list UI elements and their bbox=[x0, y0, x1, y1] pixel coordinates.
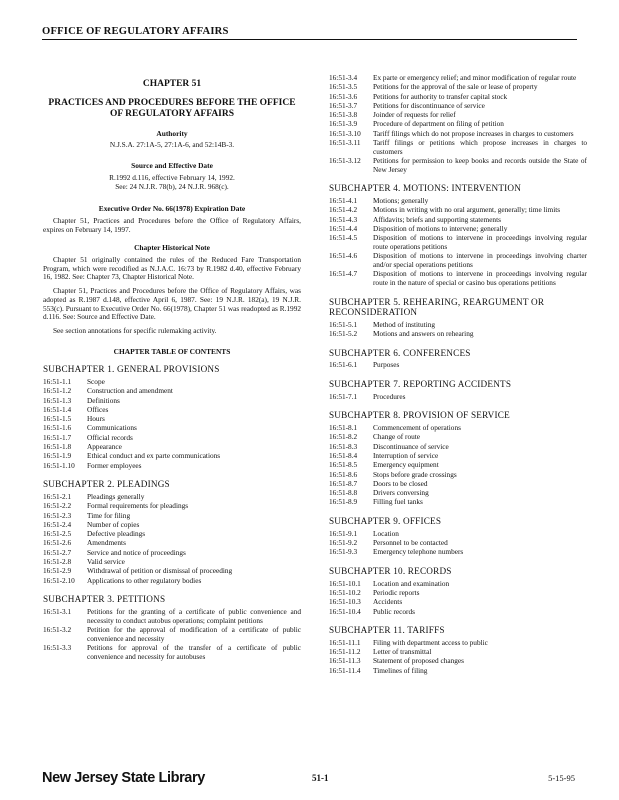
toc-entry bbox=[43, 424, 301, 433]
section-title: Service and notice of proceedings bbox=[87, 547, 186, 557]
section-title: Discontinuance of service bbox=[373, 441, 449, 451]
section-title: Personnel to be contacted bbox=[373, 538, 448, 548]
toc-entry bbox=[329, 471, 587, 480]
section-number: 16:51-2.3 bbox=[43, 510, 72, 520]
toc-entry bbox=[43, 406, 301, 415]
subchapter-title: SUBCHAPTER 10. RECORDS bbox=[329, 566, 452, 577]
section-number: 16:51-2.10 bbox=[43, 575, 75, 585]
subchapter-title: SUBCHAPTER 5. REHEARING, REARGUMENT OR RECONSIDERATION bbox=[329, 296, 545, 318]
section-title: Change of route bbox=[373, 432, 421, 442]
toc-entry bbox=[329, 120, 587, 129]
toc-entry bbox=[329, 489, 587, 498]
section-number: 16:51-6.1 bbox=[329, 360, 358, 370]
section-number: 16:51-1.3 bbox=[43, 395, 72, 405]
section-title: Disposition of motions to intervene in proceedings involving regular route operations petitions bbox=[373, 233, 587, 251]
toc-entry bbox=[329, 589, 587, 598]
page-number: 51-1 bbox=[312, 773, 329, 783]
right-column bbox=[329, 74, 587, 676]
section-title: Petitions for approval of the transfer of a certificate of public convenience and necessity for autobuses bbox=[87, 642, 301, 661]
section-number: 16:51-3.7 bbox=[329, 100, 358, 110]
section-number: 16:51-4.7 bbox=[329, 269, 358, 279]
section-number: 16:51-2.1 bbox=[43, 491, 72, 501]
section-title: Amendments bbox=[87, 538, 126, 548]
section-title: Tariff filings which do not propose increases in charges to customers bbox=[373, 128, 574, 138]
section-number: 16:51-1.6 bbox=[43, 423, 72, 433]
section-number: 16:51-8.4 bbox=[329, 450, 358, 460]
section-number: 16:51-8.1 bbox=[329, 423, 358, 433]
section-number: 16:51-1.8 bbox=[43, 442, 72, 452]
section-number: 16:51-5.1 bbox=[329, 319, 358, 329]
section-number: 16:51-8.5 bbox=[329, 460, 358, 470]
historical-note-p2: Chapter 51, Practices and Procedures before the Office of Regulatory Affairs, was adopted as R.1987 d.148, effective April 6, 1987. See: 19 N.J.R. 182(a), 19 N.J.R. 553(c). Pursuant to Executive Order No. 66(1978), Chapter 51 was readopted as R.1992 d.116. See: Source and Effective Date. bbox=[43, 286, 301, 322]
section-title: Disposition of motions to intervene; generally bbox=[373, 223, 508, 233]
section-title: Motions; generally bbox=[373, 196, 429, 206]
toc-entry bbox=[43, 539, 301, 548]
toc-entry bbox=[329, 433, 587, 442]
section-title: Scope bbox=[87, 376, 105, 386]
section-title: Commencement of operations bbox=[373, 423, 461, 433]
section-number: 16:51-10.4 bbox=[329, 606, 361, 616]
section-number: 16:51-7.1 bbox=[329, 391, 358, 401]
section-title: Doors to be closed bbox=[373, 478, 428, 488]
toc-entry bbox=[43, 577, 301, 586]
section-number: 16:51-10.1 bbox=[329, 578, 361, 588]
toc-entry bbox=[329, 452, 587, 461]
section-title: Location bbox=[373, 528, 399, 538]
toc-entry bbox=[43, 530, 301, 539]
toc-entry bbox=[43, 452, 301, 461]
section-number: 16:51-1.10 bbox=[43, 460, 75, 470]
toc-entry bbox=[329, 270, 587, 287]
toc-entry bbox=[329, 580, 587, 589]
toc-entry bbox=[43, 397, 301, 406]
section-number: 16:51-4.6 bbox=[329, 251, 358, 261]
section-title: Procedures bbox=[373, 391, 406, 401]
section-title: Applications to other regulatory bodies bbox=[87, 575, 202, 585]
toc-entry bbox=[43, 434, 301, 443]
section-number: 16:51-8.2 bbox=[329, 432, 358, 442]
section-number: 16:51-8.8 bbox=[329, 488, 358, 498]
subchapter-title: SUBCHAPTER 6. CONFERENCES bbox=[329, 347, 471, 358]
toc-entry bbox=[329, 361, 587, 370]
section-number: 16:51-10.2 bbox=[329, 587, 361, 597]
section-title: Joinder of requests for relief bbox=[373, 110, 456, 120]
toc-entry bbox=[43, 387, 301, 396]
section-number: 16:51-1.9 bbox=[43, 451, 72, 461]
section-title: Drivers conversing bbox=[373, 488, 429, 498]
section-number: 16:51-2.8 bbox=[43, 557, 72, 566]
toc-entry bbox=[329, 498, 587, 507]
subchapter-title: SUBCHAPTER 2. PLEADINGS bbox=[43, 479, 170, 490]
toc-entry bbox=[43, 502, 301, 511]
section-number: 16:51-8.9 bbox=[329, 497, 358, 507]
section-number: 16:51-2.6 bbox=[43, 538, 72, 548]
section-title: Petitions for discontinuance of service bbox=[373, 100, 485, 110]
section-title: Definitions bbox=[87, 395, 120, 405]
section-number: 16:51-3.8 bbox=[329, 110, 358, 120]
section-title: Number of copies bbox=[87, 519, 140, 529]
section-number: 16:51-3.3 bbox=[43, 642, 72, 652]
section-title: Petitions for the approval of the sale or lease of property bbox=[373, 82, 538, 92]
left-toc bbox=[43, 364, 301, 661]
section-title: Emergency telephone numbers bbox=[373, 547, 464, 557]
historical-note-heading: Chapter Historical Note bbox=[134, 243, 210, 253]
section-title: Emergency equipment bbox=[373, 460, 439, 470]
running-header: OFFICE OF REGULATORY AFFAIRS bbox=[42, 26, 577, 40]
section-number: 16:51-1.2 bbox=[43, 386, 72, 396]
section-title: Tariff filings or petitions which propose increases in charges to customers bbox=[373, 138, 587, 156]
subchapter-title: SUBCHAPTER 7. REPORTING ACCIDENTS bbox=[329, 379, 512, 390]
section-number: 16:51-3.2 bbox=[43, 624, 72, 634]
toc-entry bbox=[329, 139, 587, 156]
toc-entry bbox=[329, 548, 587, 557]
section-title: Disposition of motions to intervene in proceedings involving charter and/or special operations petitions bbox=[373, 251, 587, 269]
section-title: Motions in writing with no oral argument, generally; time limits bbox=[373, 205, 561, 215]
executive-order-heading: Executive Order No. 66(1978) Expiration Date bbox=[98, 204, 246, 214]
section-title: Purposes bbox=[373, 360, 400, 370]
section-number: 16:51-3.9 bbox=[329, 119, 358, 129]
section-number: 16:51-11.2 bbox=[329, 647, 361, 657]
section-number: 16:51-1.7 bbox=[43, 432, 72, 442]
toc-entry bbox=[329, 608, 587, 617]
library-stamp: New Jersey State Library bbox=[42, 770, 205, 786]
section-title: Former employees bbox=[87, 460, 142, 470]
source-line-1: R.1992 d.116, effective February 14, 1992. bbox=[109, 172, 235, 182]
toc-entry bbox=[329, 83, 587, 92]
section-title: Filling fuel tanks bbox=[373, 497, 423, 507]
toc-entry bbox=[329, 530, 587, 539]
toc-entry bbox=[43, 415, 301, 424]
section-title: Location and examination bbox=[373, 578, 450, 588]
toc-entry bbox=[43, 608, 301, 625]
section-number: 16:51-2.2 bbox=[43, 501, 72, 511]
toc-entry bbox=[43, 644, 301, 661]
subchapter-title: SUBCHAPTER 4. MOTIONS: INTERVENTION bbox=[329, 183, 522, 194]
section-title: Periodic reports bbox=[373, 587, 420, 597]
section-title: Accidents bbox=[373, 597, 403, 607]
section-title: Petition for the approval of modification of a certificate of public convenience and necessity bbox=[87, 624, 301, 643]
toc-entry bbox=[329, 157, 587, 174]
section-number: 16:51-4.3 bbox=[329, 214, 358, 224]
section-title: Formal requirements for pleadings bbox=[87, 501, 189, 511]
toc-entry bbox=[329, 443, 587, 452]
subchapter-title: SUBCHAPTER 1. GENERAL PROVISIONS bbox=[43, 364, 220, 375]
subchapter-title: SUBCHAPTER 9. OFFICES bbox=[329, 516, 442, 527]
section-number: 16:51-2.4 bbox=[43, 519, 72, 529]
section-number: 16:51-4.5 bbox=[329, 233, 358, 243]
revision-date: 5-15-95 bbox=[548, 773, 575, 783]
authority-text: N.J.S.A. 27:1A-5, 27:1A-6, and 52:14B-3. bbox=[109, 140, 235, 150]
left-column bbox=[43, 74, 301, 662]
section-title: Petitions for authority to transfer capital stock bbox=[373, 91, 508, 101]
toc-entry bbox=[329, 598, 587, 607]
right-pre-items bbox=[329, 74, 587, 174]
section-number: 16:51-2.7 bbox=[43, 547, 72, 557]
section-number: 16:51-4.1 bbox=[329, 196, 358, 206]
section-number: 16:51-9.2 bbox=[329, 538, 358, 548]
toc-entry bbox=[43, 521, 301, 530]
section-title: Letter of transmittal bbox=[373, 647, 432, 657]
section-title: Timelines of filing bbox=[373, 665, 428, 675]
section-number: 16:51-9.3 bbox=[329, 547, 358, 557]
historical-note-p1: Chapter 51 originally contained the rules of the Reduced Fare Transportation Program, which were recodified as N.J.A.C. 16:73 by R.1982 d.40, effective February 16, 1982. See: Chapter 73, Chapter Historical Note. bbox=[43, 255, 301, 282]
section-title: Ethical conduct and ex parte communications bbox=[87, 451, 221, 461]
section-title: Petitions for permission to keep books and records outside the State of New Jersey bbox=[373, 156, 587, 174]
section-title: Affidavits; briefs and supporting statements bbox=[373, 214, 501, 224]
toc-entry bbox=[329, 234, 587, 251]
section-title: Hours bbox=[87, 414, 105, 424]
toc-entry bbox=[43, 462, 301, 471]
section-number: 16:51-3.4 bbox=[329, 73, 358, 82]
executive-order-text: Chapter 51, Practices and Procedures before the Office of Regulatory Affairs, expires on February 14, 1997. bbox=[43, 215, 301, 234]
section-title: Stops before grade crossings bbox=[373, 469, 457, 479]
section-number: 16:51-11.4 bbox=[329, 665, 361, 675]
section-number: 16:51-3.1 bbox=[43, 606, 72, 616]
toc-entry bbox=[43, 626, 301, 643]
section-number: 16:51-2.9 bbox=[43, 566, 72, 576]
section-number: 16:51-1.1 bbox=[43, 376, 72, 386]
section-title: Motions and answers on rehearing bbox=[373, 329, 474, 339]
toc-entry bbox=[329, 93, 587, 102]
section-title: Method of instituting bbox=[373, 319, 436, 329]
section-number: 16:51-4.2 bbox=[329, 205, 358, 215]
right-toc bbox=[329, 183, 587, 675]
authority-heading: Authority bbox=[156, 128, 188, 138]
section-title: Withdrawal of petition or dismissal of proceeding bbox=[87, 566, 233, 576]
toc-entry bbox=[43, 512, 301, 521]
toc-entry bbox=[43, 567, 301, 576]
toc-entry bbox=[329, 252, 587, 269]
toc-entry bbox=[329, 102, 587, 111]
section-number: 16:51-3.10 bbox=[329, 128, 361, 138]
section-title: Disposition of motions to intervene in proceedings involving regular route in the nature of special or casino bus operations petitions bbox=[373, 269, 587, 287]
section-number: 16:51-4.4 bbox=[329, 223, 358, 233]
section-number: 16:51-1.4 bbox=[43, 404, 72, 414]
toc-entry bbox=[43, 549, 301, 558]
section-title: Official records bbox=[87, 432, 133, 442]
toc-entry bbox=[329, 667, 587, 676]
section-title: Procedure of department on filing of petition bbox=[373, 119, 504, 129]
section-title: Ex parte or emergency relief; and minor modification of regular route bbox=[373, 73, 577, 82]
source-line-2: See: 24 N.J.R. 78(b), 24 N.J.R. 968(c). bbox=[115, 181, 229, 191]
toc-entry bbox=[329, 424, 587, 433]
section-title: Interruption of service bbox=[373, 450, 439, 460]
subchapter-title: SUBCHAPTER 8. PROVISION OF SERVICE bbox=[329, 410, 510, 421]
section-title: Filing with department access to public bbox=[373, 637, 488, 647]
section-title: Offices bbox=[87, 404, 109, 414]
section-title: Pleadings generally bbox=[87, 491, 145, 501]
toc-entry bbox=[329, 480, 587, 489]
toc-heading: CHAPTER TABLE OF CONTENTS bbox=[113, 346, 231, 356]
section-number: 16:51-10.3 bbox=[329, 597, 361, 607]
toc-entry bbox=[329, 657, 587, 666]
section-number: 16:51-11.3 bbox=[329, 656, 361, 666]
chapter-number: CHAPTER 51 bbox=[142, 79, 202, 89]
section-title: Construction and amendment bbox=[87, 386, 173, 396]
section-title: Appearance bbox=[87, 442, 122, 452]
subchapter-title: SUBCHAPTER 11. TARIFFS bbox=[329, 625, 445, 636]
section-title: Valid service bbox=[87, 557, 125, 566]
section-number: 16:51-2.5 bbox=[43, 529, 72, 539]
section-title: Time for filing bbox=[87, 510, 131, 520]
toc-entry bbox=[329, 461, 587, 470]
section-number: 16:51-11.1 bbox=[329, 637, 361, 647]
subchapter-title: SUBCHAPTER 3. PETITIONS bbox=[43, 594, 166, 605]
section-title: Statement of proposed changes bbox=[373, 656, 464, 666]
section-title: Public records bbox=[373, 606, 415, 616]
section-title: Defective pleadings bbox=[87, 529, 146, 539]
historical-note-p3: See section annotations for specific rulemaking activity. bbox=[53, 325, 217, 335]
section-number: 16:51-3.5 bbox=[329, 82, 358, 92]
page-footer bbox=[42, 770, 575, 788]
section-number: 16:51-9.1 bbox=[329, 528, 358, 538]
toc-entry bbox=[329, 393, 587, 402]
section-number: 16:51-8.6 bbox=[329, 469, 358, 479]
section-number: 16:51-1.5 bbox=[43, 414, 72, 424]
section-number: 16:51-3.6 bbox=[329, 91, 358, 101]
toc-entry bbox=[329, 639, 587, 648]
section-number: 16:51-5.2 bbox=[329, 329, 358, 339]
chapter-title: PRACTICES AND PROCEDURES BEFORE THE OFFICE OF REGULATORY AFFAIRS bbox=[48, 97, 296, 120]
section-title: Petitions for the granting of a certificate of public convenience and necessity to conduct autobus operations; complaint petitions bbox=[87, 606, 301, 625]
section-number: 16:51-8.7 bbox=[329, 478, 358, 488]
section-title: Communications bbox=[87, 423, 137, 433]
toc-entry bbox=[329, 206, 587, 215]
toc-entry bbox=[329, 330, 587, 339]
section-number: 16:51-3.12 bbox=[329, 156, 361, 166]
section-number: 16:51-8.3 bbox=[329, 441, 358, 451]
source-heading: Source and Effective Date bbox=[131, 161, 213, 171]
section-number: 16:51-3.11 bbox=[329, 138, 361, 148]
